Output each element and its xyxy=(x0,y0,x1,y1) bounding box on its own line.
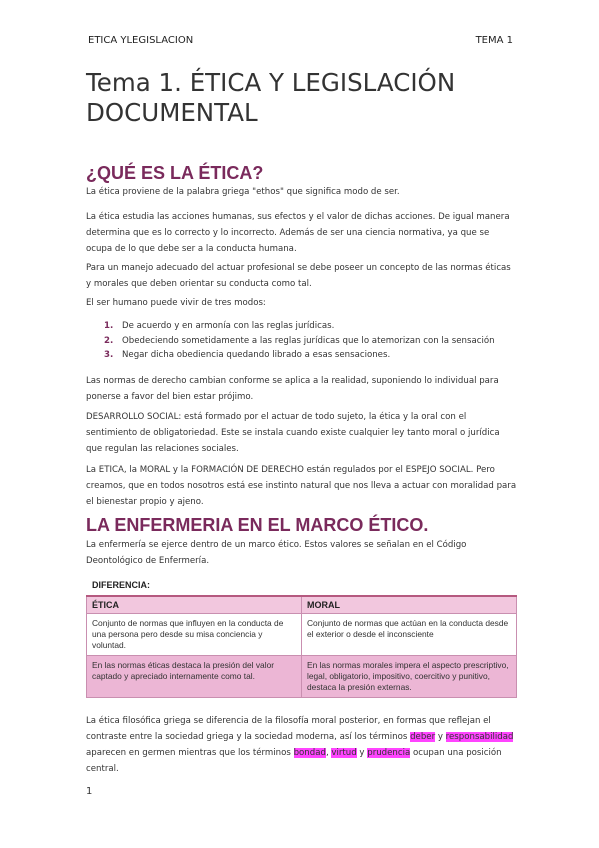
table-cell: Conjunto de normas que influyen en la conducta de una persona pero desde su misa conciencia y voluntad. xyxy=(87,614,302,656)
table-header-row xyxy=(87,596,517,614)
paragraph: Las normas de derecho cambian conforme se aplica a la realidad, suponiendo lo individual para ponerse a favor del bien estar prójimo. xyxy=(86,376,499,402)
highlighted-term: virtud xyxy=(331,748,357,758)
paragraph: La ETICA, la MORAL y la FORMACIÓN DE DERECHO están regulados por el ESPEJO SOCIAL. Pero creamos, que en todos nosotros está ese instinto natural que nos lleva a actuar con moralidad para el bienestar propio y ajeno. xyxy=(86,465,517,507)
comparison-table xyxy=(86,595,517,698)
table-cell: Conjunto de normas que actúan en la conducta desde el exterior o desde el inconsciente xyxy=(302,614,517,656)
header-left: ETICA YLEGISLACION xyxy=(88,35,194,46)
final-paragraph: La ética filosófica griega se diferencia de la filosofía moral posterior, en formas que reflejan el contraste entre la sociedad griega y la sociedad moderna, así los términos deber y responsabilidad aparecen en germen mientras que los términos bondad, virtud y prudencia ocupan una posición central. xyxy=(86,716,514,774)
list-item: 1. De acuerdo y en armonía con las reglas jurídicas. xyxy=(104,321,335,331)
paragraph: La enfermería se ejerce dentro de un marco ético. Estos valores se señalan en el Código Deontológico de Enfermería. xyxy=(86,540,467,566)
section-heading-etica: ¿QUÉ ES LA ÉTICA? xyxy=(86,163,264,183)
table-header: ÉTICA xyxy=(87,596,302,614)
table-header: MORAL xyxy=(302,596,517,614)
table-row xyxy=(87,614,517,656)
table-label: DIFERENCIA: xyxy=(92,580,150,590)
page-title: Tema 1. ÉTICA Y LEGISLACIÓN DOCUMENTAL xyxy=(86,68,456,127)
paragraph: La ética estudia las acciones humanas, sus efectos y el valor de dichas acciones. De igual manera determina que es lo correcto y lo incorrecto. Además de ser una ciencia normativa, ya que se ocupa de lo que debe ser a la conducta humana. xyxy=(86,212,510,254)
paragraph: Para un manejo adecuado del actuar profesional se debe poseer un concepto de las normas éticas y morales que deben orientar su conducta como tal. xyxy=(86,263,511,289)
page-number: 1 xyxy=(86,786,93,797)
paragraph: DESARROLLO SOCIAL: está formado por el actuar de todo sujeto, la ética y la oral con el sentimiento de obligatoriedad. Este se instala cuando existe cualquier ley tanto moral o jurídica que regulan las relaciones sociales. xyxy=(86,412,500,454)
highlighted-term: prudencia xyxy=(367,748,411,758)
table-cell: En las normas éticas destaca la presión del valor captado y apreciado internamente como tal. xyxy=(87,656,302,698)
numbered-list xyxy=(104,319,524,363)
paragraph: La ética proviene de la palabra griega "ethos" que significa modo de ser. xyxy=(86,187,400,197)
table-cell: En las normas morales impera el aspecto prescriptivo, legal, obligatorio, impositivo, coercitivo y punitivo, destaca la presión externas. xyxy=(302,656,517,698)
section-heading-enfermeria: LA ENFERMERIA EN EL MARCO ÉTICO. xyxy=(86,515,429,535)
highlighted-term: responsabilidad xyxy=(445,732,514,742)
list-item: 2. Obedeciendo sometidamente a las reglas jurídicas que lo atemorizan con la sensación xyxy=(104,335,495,346)
header-right: TEMA 1 xyxy=(475,35,513,46)
highlighted-term: deber xyxy=(410,732,436,742)
list-item: 3. Negar dicha obediencia quedando librado a esas sensaciones. xyxy=(104,350,391,360)
paragraph: El ser humano puede vivir de tres modos: xyxy=(86,298,266,308)
table-row xyxy=(87,656,517,698)
highlighted-term: bondad xyxy=(293,748,326,758)
